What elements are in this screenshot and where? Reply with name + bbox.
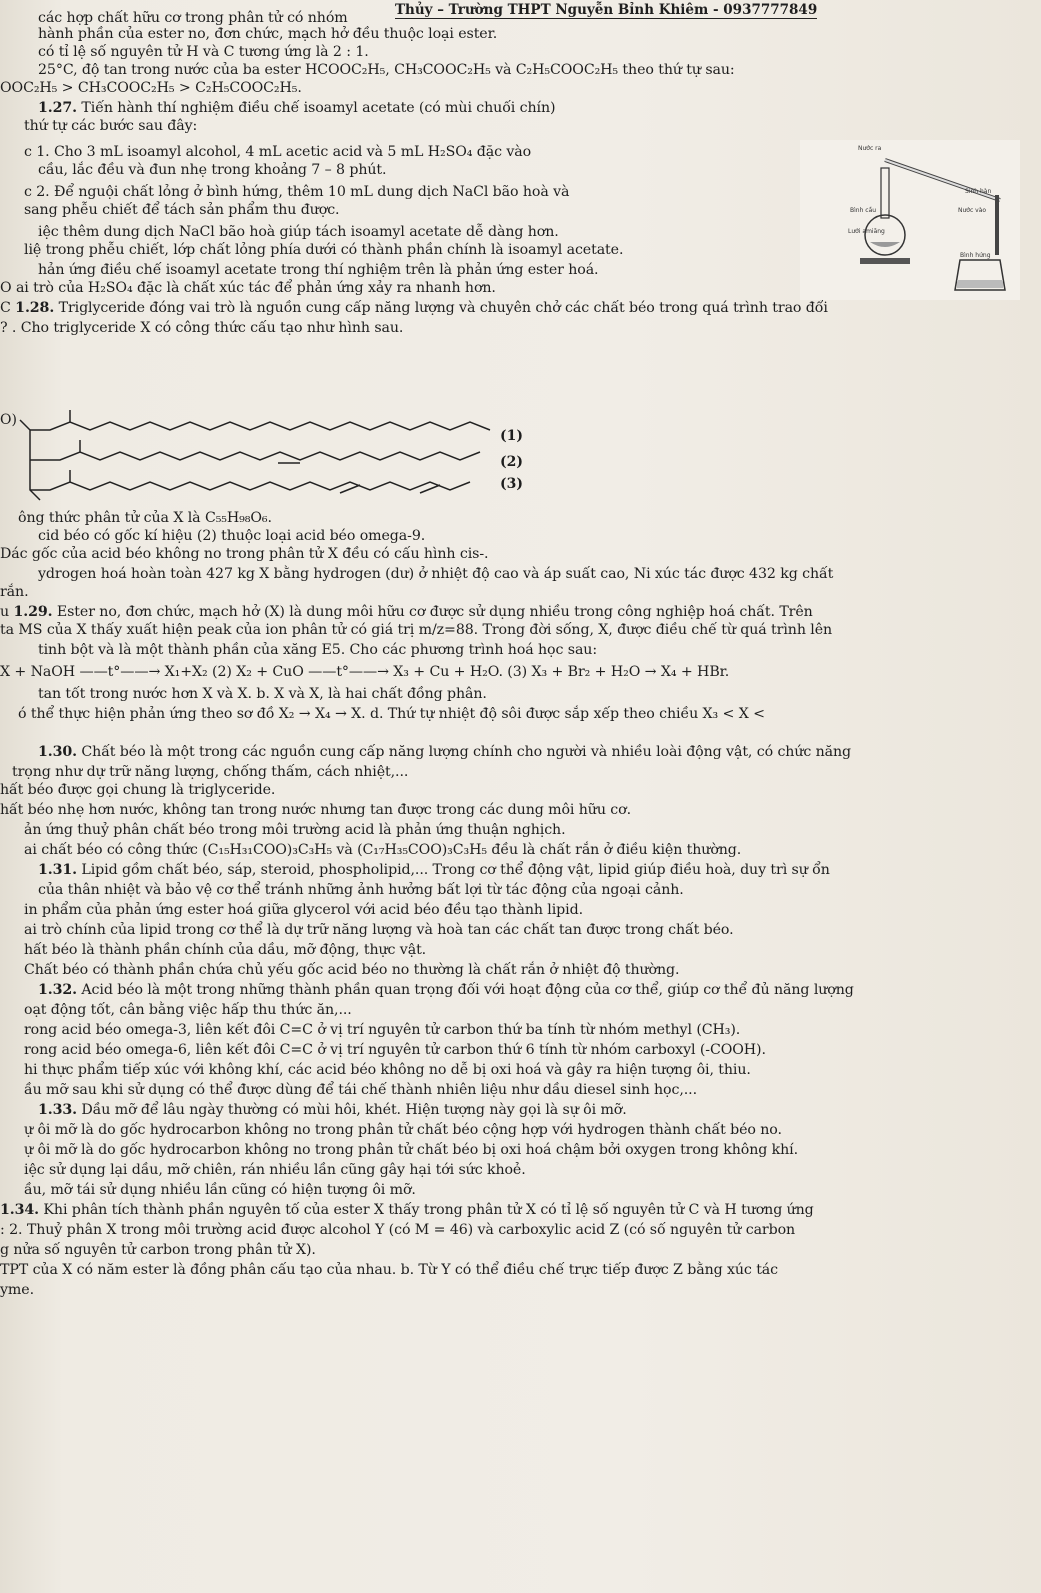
label-chain-3: (3) (500, 476, 523, 492)
label-chain-2: (2) (500, 454, 523, 470)
label-water-out: Nước vào (958, 207, 987, 214)
label-o: O) (0, 412, 17, 428)
text-line: iệc sử dụng lại dầu, mỡ chiên, rán nhiều lần cũng gây hại tới sức khoẻ. (24, 1162, 526, 1178)
text-line: ản ứng thuỷ phân chất béo trong môi trường acid là phản ứng thuận nghịch. (24, 822, 566, 838)
label-chain-1: (1) (500, 428, 523, 444)
text-line: rong acid béo omega-6, liên kết đôi C=C ở vị trí nguyên tử carbon thứ 6 tính từ nhóm carboxyl (-COOH). (24, 1042, 766, 1058)
label-receiver: Bình hứng (960, 252, 991, 259)
text-line: cid béo có gốc kí hiệu (2) thuộc loại acid béo omega-9. (38, 528, 426, 544)
text-line: ự ôi mỡ là do gốc hydrocarbon không no trong phân tử chất béo bị oxi hoá chậm bởi oxygen trong không khí. (24, 1142, 799, 1158)
label-heater: Lưới amiăng (848, 228, 885, 235)
text-line: ông thức phân tử của X là C₅₅H₉₈O₆. (18, 510, 272, 526)
text-line: in phẩm của phản ứng ester hoá giữa glycerol với acid béo đều tạo thành lipid. (24, 902, 583, 918)
label-water-in: Nước ra (858, 145, 882, 152)
text-line: cầu, lắc đều và đun nhẹ trong khoảng 7 – 8 phút. (38, 162, 387, 178)
label-condenser: Sinh hàn (965, 188, 992, 195)
text-line: hất béo là thành phần chính của dầu, mỡ động, thực vật. (24, 942, 427, 958)
text-line: 1.32. Acid béo là một trong những thành phần quan trọng đối với hoạt động của cơ thể, giúp cơ thể đủ năng lượng (38, 982, 854, 998)
text-line: tan tốt trong nước hơn X và X. b. X và X, là hai chất đồng phân. (38, 686, 487, 702)
text-line: thứ tự các bước sau đây: (24, 118, 198, 134)
text-line: ó thể thực hiện phản ứng theo sơ đồ X₂ → X₄ → X. d. Thứ tự nhiệt độ sôi được sắp xếp theo chiều X₃ < X < (18, 706, 765, 722)
text-line: hản ứng điều chế isoamyl acetate trong thí nghiệm trên là phản ứng ester hoá. (38, 262, 599, 278)
text-line: OOC₂H₅ > CH₃COOC₂H₅ > C₂H₅COOC₂H₅. (0, 80, 302, 96)
text-line: iệc thêm dung dịch NaCl bão hoà giúp tách isoamyl acetate dễ dàng hơn. (38, 224, 559, 240)
text-line: hành phần của ester no, đơn chức, mạch hở đều thuộc loại ester. (38, 26, 498, 42)
text-line: X + NaOH ——t°——→ X₁+X₂ (2) X₂ + CuO ——t°——→ X₃ + Cu + H₂O. (3) X₃ + Br₂ + H₂O → X₄ + HBr. (0, 664, 730, 680)
text-line: rong acid béo omega-3, liên kết đôi C=C ở vị trí nguyên tử carbon thứ ba tính từ nhóm methyl (CH₃). (24, 1022, 741, 1038)
label-flask: Bình cầu (850, 207, 877, 214)
text-line: TPT của X có năm ester là đồng phân cấu tạo của nhau. b. Từ Y có thể điều chế trực tiếp được Z bằng xúc tác (0, 1262, 778, 1278)
text-line: hất béo được gọi chung là triglyceride. (0, 782, 276, 798)
text-line: C 1.28. Triglyceride đóng vai trò là nguồn cung cấp năng lượng và chuyên chở các chất béo trong quá trình trao đổi (0, 300, 828, 316)
text-line: ydrogen hoá hoàn toàn 427 kg X bằng hydrogen (dư) ở nhiệt độ cao và áp suất cao, Ni xúc tác được 432 kg chất (38, 566, 834, 582)
triglyceride-structure-figure (10, 408, 530, 508)
page-header: Thủy – Trường THPT Nguyễn Bỉnh Khiêm - 0937777849 (395, 2, 818, 18)
text-line: có tỉ lệ số nguyên tử H và C tương ứng là 2 : 1. (38, 44, 369, 60)
text-line: 1.27. Tiến hành thí nghiệm điều chế isoamyl acetate (có mùi chuối chín) (38, 100, 556, 116)
text-line: tinh bột và là một thành phần của xăng E5. Cho các phương trình hoá học sau: (38, 642, 598, 658)
text-line: liệ trong phễu chiết, lớp chất lỏng phía dưới có thành phần chính là isoamyl acetate. (24, 242, 624, 258)
text-line: O ai trò của H₂SO₄ đặc là chất xúc tác để phản ứng xảy ra nhanh hơn. (0, 280, 496, 296)
text-line: : 2. Thuỷ phân X trong môi trường acid được alcohol Y (có M = 46) và carboxylic acid Z (có số nguyên tử carbon (0, 1222, 796, 1238)
text-line: c 2. Để nguội chất lỏng ở bình hứng, thêm 10 mL dung dịch NaCl bão hoà và (24, 184, 570, 200)
text-line: ai trò chính của lipid trong cơ thể là dự trữ năng lượng và hoà tan các chất tan được trong chất béo. (24, 922, 734, 938)
text-line: u 1.29. Ester no, đơn chức, mạch hở (X) là dung môi hữu cơ được sử dụng nhiều trong công nghiệp hoá chất. Trên (0, 604, 813, 620)
text-line: ai chất béo có công thức (C₁₅H₃₁COO)₃C₃H₅ và (C₁₇H₃₅COO)₃C₃H₅ đều là chất rắn ở điều kiện thường. (24, 842, 742, 858)
text-line: rắn. (0, 584, 29, 600)
text-line: Chất béo có thành phần chứa chủ yếu gốc acid béo no thường là chất rắn ở nhiệt độ thường. (24, 962, 680, 978)
text-line: ? . Cho triglyceride X có công thức cấu tạo như hình sau. (0, 320, 404, 336)
text-line: ự ôi mỡ là do gốc hydrocarbon không no trong phân tử chất béo cộng hợp với hydrogen thành chất béo no. (24, 1122, 782, 1138)
text-line: của thân nhiệt và bảo vệ cơ thể tránh những ảnh hưởng bất lợi từ tác động của ngoại cảnh. (38, 882, 684, 898)
text-line: các hợp chất hữu cơ trong phân tử có nhóm (38, 10, 348, 26)
text-line: g nửa số nguyên tử carbon trong phân tử X). (0, 1242, 316, 1258)
text-line: c 1. Cho 3 mL isoamyl alcohol, 4 mL acetic acid và 5 mL H₂SO₄ đặc vào (24, 144, 532, 160)
text-line: hi thực phẩm tiếp xúc với không khí, các acid béo không no dễ bị oxi hoá và gây ra hiện tượng ôi, thiu. (24, 1062, 751, 1078)
distillation-apparatus-figure (800, 140, 1020, 300)
text-line: yme. (0, 1282, 34, 1298)
text-line: 1.33. Dầu mỡ để lâu ngày thường có mùi hôi, khét. Hiện tượng này gọi là sự ôi mỡ. (38, 1102, 627, 1118)
text-line: ầu, mỡ tái sử dụng nhiều lần cũng có hiện tượng ôi mỡ. (24, 1182, 416, 1198)
text-line: Dác gốc của acid béo không no trong phân tử X đều có cấu hình cis-. (0, 546, 489, 562)
text-line: oạt động tốt, cân bằng việc hấp thu thức ăn,... (24, 1002, 352, 1018)
text-line: sang phễu chiết để tách sản phẩm thu được. (24, 202, 340, 218)
text-line: ta MS của X thấy xuất hiện peak của ion phân tử có giá trị m/z=88. Trong đời sống, X, được điều chế từ quá trình lên (0, 622, 833, 638)
text-line: ầu mỡ sau khi sử dụng có thể được dùng để tái chế thành nhiên liệu như dầu diesel sinh học,... (24, 1082, 697, 1098)
text-line: trọng như dự trữ năng lượng, chống thấm, cách nhiệt,... (12, 764, 409, 780)
text-line: hất béo nhẹ hơn nước, không tan trong nước nhưng tan được trong các dung môi hữu cơ. (0, 802, 631, 818)
text-line: 25°C, độ tan trong nước của ba ester HCOOC₂H₅, CH₃COOC₂H₅ và C₂H₅COOC₂H₅ theo thứ tự sau: (38, 62, 735, 78)
text-line: 1.30. Chất béo là một trong các nguồn cung cấp năng lượng chính cho người và nhiều loài động vật, có chức năng (38, 744, 852, 760)
text-line: 1.31. Lipid gồm chất béo, sáp, steroid, phospholipid,... Trong cơ thể động vật, lipid giúp điều hoà, duy trì sự ổn (38, 862, 830, 878)
text-line: 1.34. Khi phân tích thành phần nguyên tố của ester X thấy trong phân tử X có tỉ lệ số nguyên tử C và H tương ứng (0, 1202, 814, 1218)
